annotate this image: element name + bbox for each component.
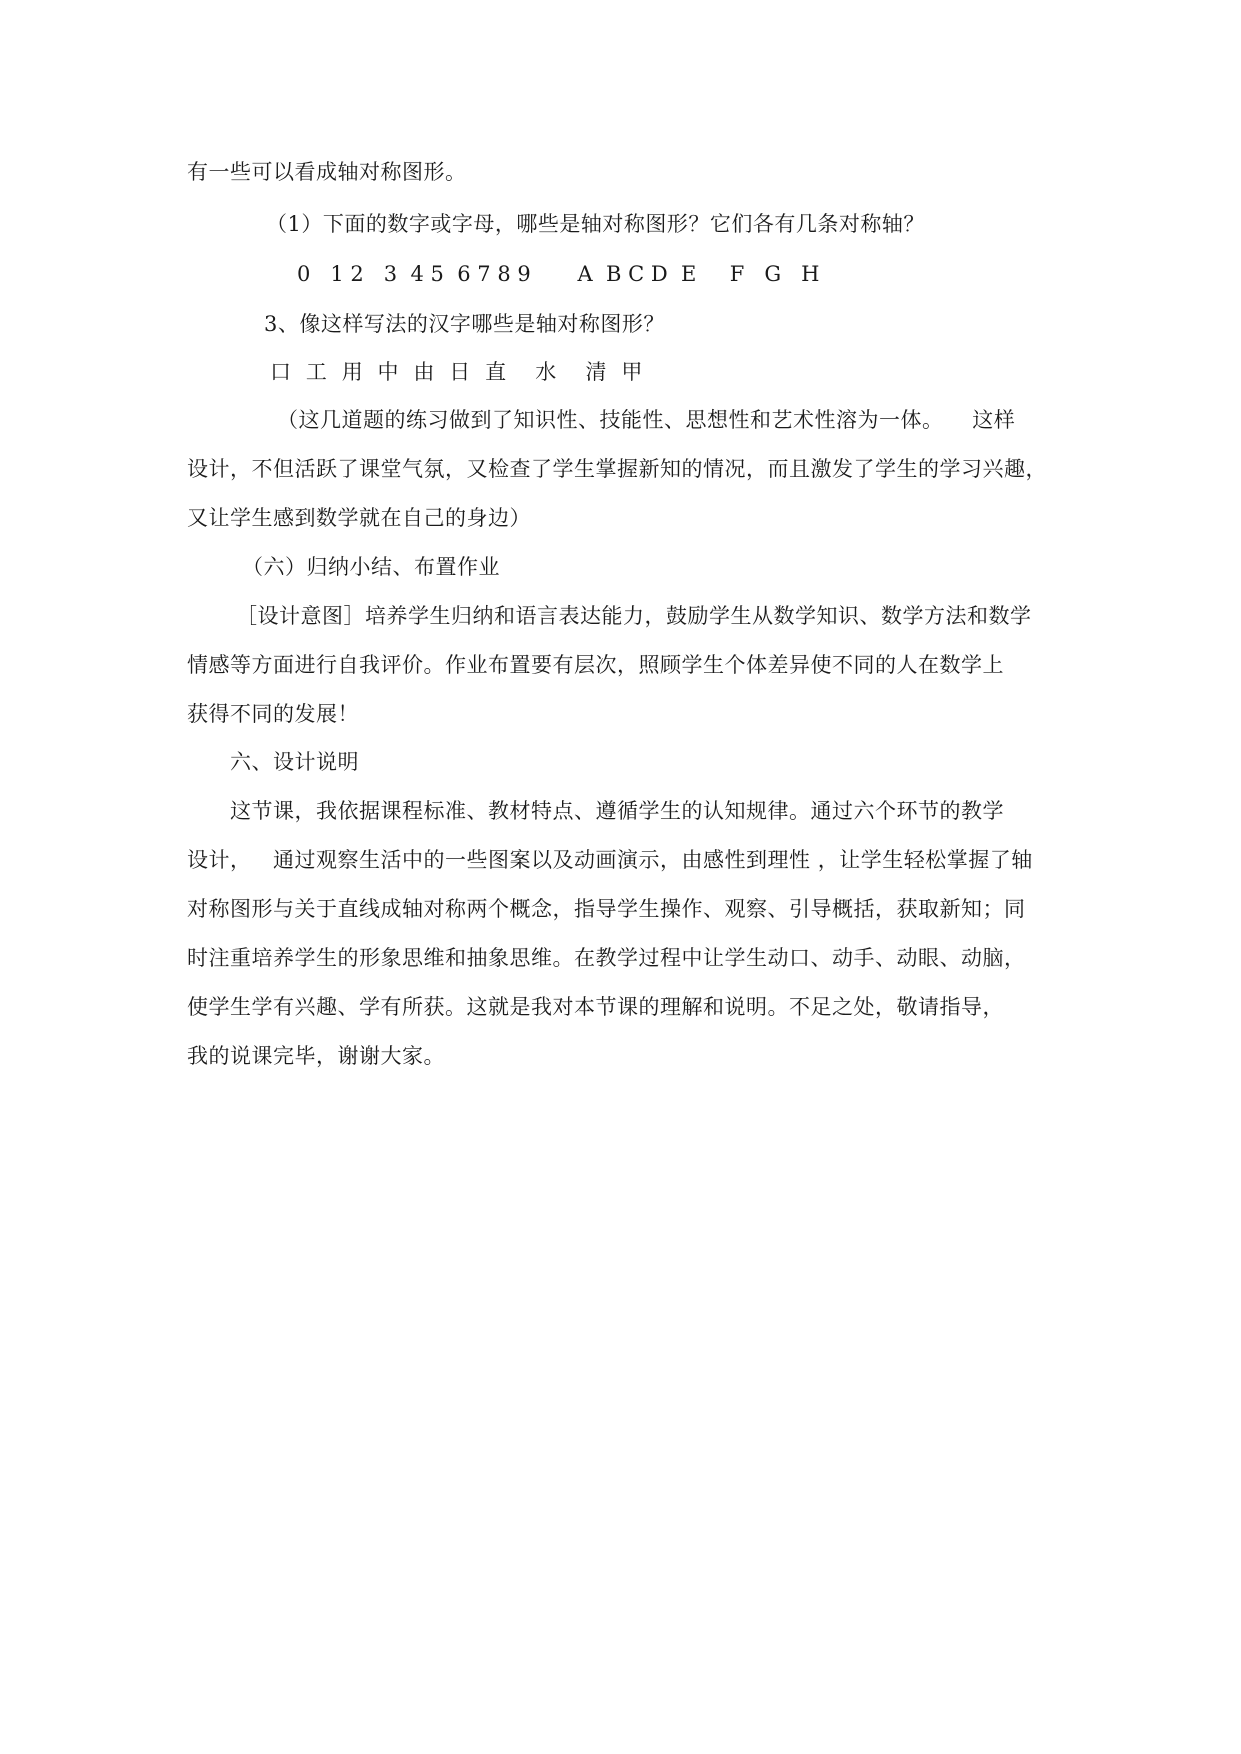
- text-line: 设计， 通过观察生活中的一些图案以及动画演示，由感性到理性 ，让学生轻松掌握了轴: [187, 848, 1033, 872]
- question-line: 3、像这样写法的汉字哪些是轴对称图形？: [264, 312, 665, 336]
- text-line: 又让学生感到数学就在自己的身边）: [187, 506, 531, 530]
- text-line: 对称图形与关于直线成轴对称两个概念，指导学生操作、观察、引导概括，获取新知；同: [187, 897, 1026, 921]
- question-line: （1）下面的数字或字母，哪些是轴对称图形？它们各有几条对称轴？: [266, 212, 925, 236]
- hanzi-line: 口 工 用 中 由 日 直 水 清 甲: [270, 360, 643, 384]
- text-line: 这节课，我依据课程标准、教材特点、遵循学生的认知规律。通过六个环节的教学: [230, 799, 1004, 823]
- text-line: 获得不同的发展！: [187, 702, 359, 726]
- digits-letters-line: 0 1 2 3 4 5 6 7 8 9 A B C D E F G H: [297, 262, 820, 286]
- section-heading: （六）归纳小结、布置作业: [242, 555, 500, 579]
- text-line: 时注重培养学生的形象思维和抽象思维。在教学过程中让学生动口、动手、动眼、动脑，: [187, 946, 1026, 970]
- text-line: ［设计意图］培养学生归纳和语言表达能力，鼓励学生从数学知识、数学方法和数学: [236, 604, 1032, 628]
- section-heading: 六、设计说明: [230, 750, 359, 774]
- text-line: 我的说课完毕，谢谢大家。: [187, 1044, 445, 1068]
- text-line: 使学生学有兴趣、学有所获。这就是我对本节课的理解和说明。不足之处，敬请指导，: [187, 995, 1004, 1019]
- text-line: （这几道题的练习做到了知识性、技能性、思想性和艺术性溶为一体。 这样: [277, 408, 1016, 432]
- text-line: 有一些可以看成轴对称图形。: [187, 160, 467, 184]
- text-line: 情感等方面进行自我评价。作业布置要有层次，照顾学生个体差异使不同的人在数学上: [187, 653, 1004, 677]
- text-line: 设计，不但活跃了课堂气氛，又检查了学生掌握新知的情况，而且激发了学生的学习兴趣，: [187, 457, 1047, 481]
